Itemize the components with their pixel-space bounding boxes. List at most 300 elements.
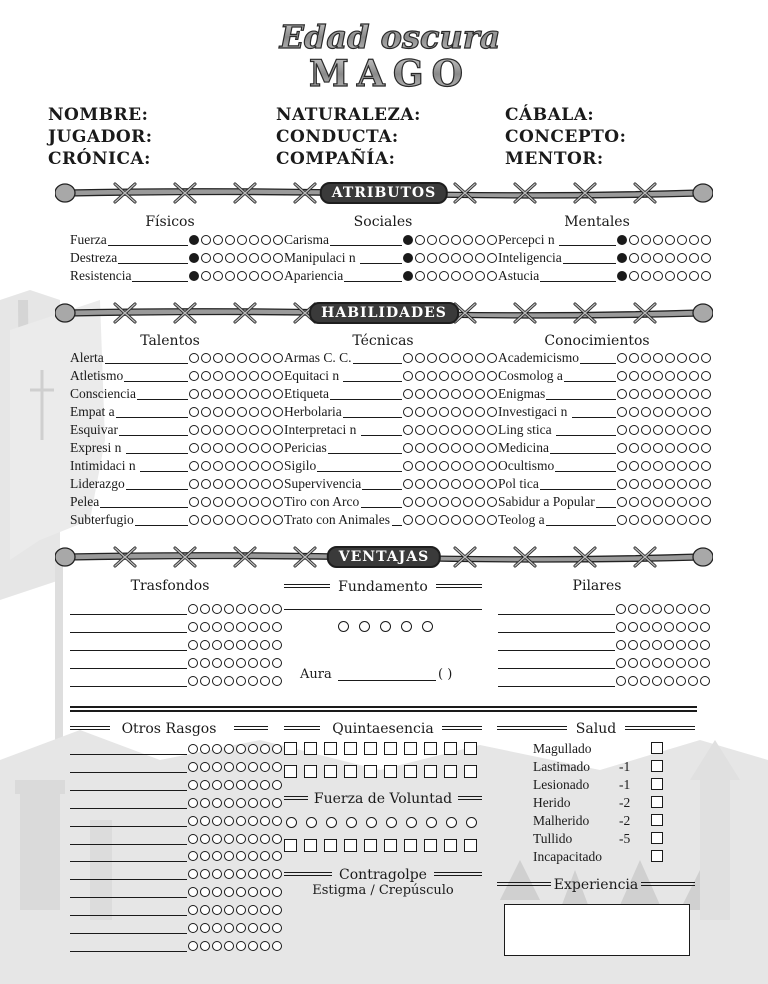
rating-dots[interactable] xyxy=(617,515,711,525)
rating-dot[interactable] xyxy=(689,479,699,489)
rating-dot[interactable] xyxy=(188,744,198,754)
hab-conocimientos-row-line[interactable] xyxy=(550,453,616,454)
rating-dot[interactable] xyxy=(261,235,271,245)
attr-fisicos-row-line[interactable] xyxy=(132,281,188,282)
rating-dot[interactable] xyxy=(236,604,246,614)
rating-dot[interactable] xyxy=(224,676,234,686)
rating-dot[interactable] xyxy=(700,622,710,632)
rating-dot[interactable] xyxy=(236,622,246,632)
rating-dot[interactable] xyxy=(487,443,497,453)
rating-dot[interactable] xyxy=(272,798,282,808)
rating-dot[interactable] xyxy=(617,461,627,471)
willpower-dot[interactable] xyxy=(406,817,417,828)
rating-dot[interactable] xyxy=(689,271,699,281)
rating-dot[interactable] xyxy=(237,371,247,381)
pilar-row-line[interactable] xyxy=(498,668,615,669)
rating-dot[interactable] xyxy=(487,425,497,435)
otro-rasgo-row-line[interactable] xyxy=(70,951,187,952)
checkbox[interactable] xyxy=(464,742,477,755)
rating-dot[interactable] xyxy=(224,780,234,790)
rating-dots[interactable] xyxy=(188,744,282,754)
trasfondo-row-line[interactable] xyxy=(70,650,187,651)
rating-dot[interactable] xyxy=(439,353,449,363)
checkbox[interactable] xyxy=(324,742,337,755)
rating-dot[interactable] xyxy=(201,479,211,489)
rating-dot[interactable] xyxy=(403,235,413,245)
rating-dot[interactable] xyxy=(689,497,699,507)
otro-rasgo-row-line[interactable] xyxy=(70,754,187,755)
rating-dot[interactable] xyxy=(439,515,449,525)
rating-dots[interactable] xyxy=(189,389,283,399)
rating-dot[interactable] xyxy=(427,371,437,381)
fundamento-dot[interactable] xyxy=(401,621,412,632)
checkbox[interactable] xyxy=(324,839,337,852)
rating-dot[interactable] xyxy=(201,425,211,435)
rating-dot[interactable] xyxy=(677,425,687,435)
rating-dot[interactable] xyxy=(403,479,413,489)
fundamento-dot[interactable] xyxy=(338,621,349,632)
rating-dot[interactable] xyxy=(188,622,198,632)
rating-dot[interactable] xyxy=(273,479,283,489)
hab-talentos-row-line[interactable] xyxy=(126,453,188,454)
rating-dot[interactable] xyxy=(463,235,473,245)
rating-dot[interactable] xyxy=(403,461,413,471)
checkbox[interactable] xyxy=(404,765,417,778)
rating-dot[interactable] xyxy=(617,425,627,435)
checkbox[interactable] xyxy=(384,839,397,852)
rating-dot[interactable] xyxy=(224,762,234,772)
rating-dots[interactable] xyxy=(616,622,710,632)
rating-dot[interactable] xyxy=(201,371,211,381)
rating-dot[interactable] xyxy=(653,353,663,363)
rating-dot[interactable] xyxy=(629,497,639,507)
rating-dot[interactable] xyxy=(248,780,258,790)
rating-dot[interactable] xyxy=(677,497,687,507)
rating-dot[interactable] xyxy=(213,253,223,263)
rating-dot[interactable] xyxy=(201,271,211,281)
rating-dots[interactable] xyxy=(189,235,283,245)
rating-dot[interactable] xyxy=(689,235,699,245)
rating-dot[interactable] xyxy=(261,407,271,417)
otro-rasgo-row-line[interactable] xyxy=(70,861,187,862)
rating-dot[interactable] xyxy=(188,905,198,915)
rating-dot[interactable] xyxy=(451,389,461,399)
rating-dot[interactable] xyxy=(188,816,198,826)
rating-dot[interactable] xyxy=(260,604,270,614)
rating-dot[interactable] xyxy=(439,479,449,489)
hab-conocimientos-row-line[interactable] xyxy=(596,507,616,508)
rating-dots[interactable] xyxy=(189,271,283,281)
rating-dot[interactable] xyxy=(260,923,270,933)
rating-dot[interactable] xyxy=(236,869,246,879)
rating-dot[interactable] xyxy=(701,235,711,245)
rating-dot[interactable] xyxy=(403,353,413,363)
rating-dot[interactable] xyxy=(403,271,413,281)
hab-tecnicas-row-line[interactable] xyxy=(392,525,402,526)
rating-dot[interactable] xyxy=(701,253,711,263)
hab-conocimientos-row-line[interactable] xyxy=(556,435,616,436)
rating-dot[interactable] xyxy=(487,497,497,507)
checkbox[interactable] xyxy=(304,839,317,852)
rating-dot[interactable] xyxy=(415,235,425,245)
checkbox[interactable] xyxy=(444,742,457,755)
rating-dot[interactable] xyxy=(273,253,283,263)
rating-dot[interactable] xyxy=(236,887,246,897)
rating-dot[interactable] xyxy=(653,271,663,281)
rating-dots[interactable] xyxy=(617,271,711,281)
rating-dot[interactable] xyxy=(213,497,223,507)
rating-dot[interactable] xyxy=(261,515,271,525)
rating-dot[interactable] xyxy=(688,622,698,632)
rating-dot[interactable] xyxy=(213,389,223,399)
rating-dot[interactable] xyxy=(237,235,247,245)
rating-dot[interactable] xyxy=(665,425,675,435)
rating-dot[interactable] xyxy=(212,622,222,632)
rating-dot[interactable] xyxy=(463,479,473,489)
rating-dot[interactable] xyxy=(427,353,437,363)
rating-dots[interactable] xyxy=(617,235,711,245)
rating-dot[interactable] xyxy=(451,425,461,435)
rating-dot[interactable] xyxy=(272,744,282,754)
rating-dot[interactable] xyxy=(189,371,199,381)
rating-dot[interactable] xyxy=(652,604,662,614)
rating-dot[interactable] xyxy=(236,744,246,754)
rating-dot[interactable] xyxy=(688,640,698,650)
rating-dot[interactable] xyxy=(188,923,198,933)
rating-dot[interactable] xyxy=(225,253,235,263)
rating-dots[interactable] xyxy=(188,798,282,808)
rating-dot[interactable] xyxy=(677,515,687,525)
rating-dots[interactable] xyxy=(403,515,497,525)
rating-dot[interactable] xyxy=(665,407,675,417)
rating-dot[interactable] xyxy=(272,622,282,632)
hab-conocimientos-row-line[interactable] xyxy=(572,417,616,418)
rating-dot[interactable] xyxy=(200,640,210,650)
rating-dot[interactable] xyxy=(224,658,234,668)
rating-dot[interactable] xyxy=(224,816,234,826)
attr-sociales-row-line[interactable] xyxy=(344,281,402,282)
rating-dot[interactable] xyxy=(415,253,425,263)
rating-dot[interactable] xyxy=(261,479,271,489)
rating-dot[interactable] xyxy=(415,389,425,399)
rating-dots[interactable] xyxy=(403,479,497,489)
rating-dot[interactable] xyxy=(689,389,699,399)
rating-dot[interactable] xyxy=(487,515,497,525)
rating-dot[interactable] xyxy=(249,371,259,381)
rating-dot[interactable] xyxy=(475,497,485,507)
rating-dot[interactable] xyxy=(463,407,473,417)
checkbox[interactable] xyxy=(424,765,437,778)
hab-talentos-row-line[interactable] xyxy=(124,381,188,382)
trasfondo-row-line[interactable] xyxy=(70,632,187,633)
rating-dot[interactable] xyxy=(225,407,235,417)
rating-dot[interactable] xyxy=(201,353,211,363)
rating-dot[interactable] xyxy=(629,443,639,453)
rating-dots[interactable] xyxy=(188,762,282,772)
rating-dot[interactable] xyxy=(248,816,258,826)
rating-dot[interactable] xyxy=(261,461,271,471)
rating-dot[interactable] xyxy=(261,389,271,399)
rating-dot[interactable] xyxy=(224,923,234,933)
rating-dots[interactable] xyxy=(403,253,497,263)
rating-dot[interactable] xyxy=(451,443,461,453)
rating-dot[interactable] xyxy=(403,515,413,525)
rating-dot[interactable] xyxy=(249,353,259,363)
rating-dot[interactable] xyxy=(249,443,259,453)
rating-dot[interactable] xyxy=(677,253,687,263)
rating-dots[interactable] xyxy=(617,497,711,507)
rating-dot[interactable] xyxy=(701,425,711,435)
rating-dot[interactable] xyxy=(225,497,235,507)
rating-dot[interactable] xyxy=(700,640,710,650)
rating-dots[interactable] xyxy=(188,676,282,686)
rating-dot[interactable] xyxy=(212,834,222,844)
rating-dot[interactable] xyxy=(249,235,259,245)
fundamento-dots[interactable] xyxy=(338,621,433,632)
rating-dot[interactable] xyxy=(701,479,711,489)
rating-dot[interactable] xyxy=(701,353,711,363)
salud-checkbox[interactable] xyxy=(651,778,663,790)
rating-dot[interactable] xyxy=(689,443,699,453)
otro-rasgo-row-line[interactable] xyxy=(70,844,187,845)
rating-dot[interactable] xyxy=(200,887,210,897)
rating-dot[interactable] xyxy=(652,622,662,632)
rating-dot[interactable] xyxy=(653,253,663,263)
rating-dot[interactable] xyxy=(439,389,449,399)
rating-dot[interactable] xyxy=(475,253,485,263)
rating-dots[interactable] xyxy=(189,479,283,489)
rating-dot[interactable] xyxy=(677,271,687,281)
rating-dot[interactable] xyxy=(200,923,210,933)
rating-dot[interactable] xyxy=(212,744,222,754)
rating-dots[interactable] xyxy=(403,425,497,435)
rating-dot[interactable] xyxy=(629,353,639,363)
fundamento-dot[interactable] xyxy=(359,621,370,632)
rating-dots[interactable] xyxy=(617,389,711,399)
rating-dot[interactable] xyxy=(664,658,674,668)
rating-dot[interactable] xyxy=(451,235,461,245)
rating-dot[interactable] xyxy=(189,271,199,281)
rating-dot[interactable] xyxy=(439,425,449,435)
rating-dot[interactable] xyxy=(248,851,258,861)
rating-dot[interactable] xyxy=(249,389,259,399)
rating-dot[interactable] xyxy=(415,497,425,507)
rating-dot[interactable] xyxy=(261,497,271,507)
rating-dot[interactable] xyxy=(641,479,651,489)
rating-dot[interactable] xyxy=(463,353,473,363)
rating-dot[interactable] xyxy=(677,443,687,453)
rating-dot[interactable] xyxy=(629,389,639,399)
rating-dot[interactable] xyxy=(213,461,223,471)
rating-dot[interactable] xyxy=(451,479,461,489)
rating-dot[interactable] xyxy=(237,461,247,471)
rating-dot[interactable] xyxy=(201,407,211,417)
rating-dot[interactable] xyxy=(415,515,425,525)
hab-tecnicas-row-line[interactable] xyxy=(361,435,402,436)
rating-dots[interactable] xyxy=(189,371,283,381)
rating-dot[interactable] xyxy=(665,515,675,525)
rating-dot[interactable] xyxy=(439,235,449,245)
rating-dot[interactable] xyxy=(224,744,234,754)
rating-dot[interactable] xyxy=(212,780,222,790)
rating-dot[interactable] xyxy=(629,407,639,417)
rating-dot[interactable] xyxy=(617,479,627,489)
rating-dot[interactable] xyxy=(451,253,461,263)
rating-dots[interactable] xyxy=(189,461,283,471)
pilar-row-line[interactable] xyxy=(498,614,615,615)
rating-dot[interactable] xyxy=(225,443,235,453)
otro-rasgo-row-line[interactable] xyxy=(70,897,187,898)
rating-dot[interactable] xyxy=(653,515,663,525)
rating-dot[interactable] xyxy=(272,941,282,951)
checkbox[interactable] xyxy=(364,742,377,755)
checkbox[interactable] xyxy=(304,765,317,778)
rating-dot[interactable] xyxy=(213,515,223,525)
rating-dot[interactable] xyxy=(188,780,198,790)
rating-dot[interactable] xyxy=(260,676,270,686)
rating-dot[interactable] xyxy=(200,834,210,844)
rating-dot[interactable] xyxy=(629,253,639,263)
rating-dot[interactable] xyxy=(225,425,235,435)
checkbox[interactable] xyxy=(344,839,357,852)
rating-dot[interactable] xyxy=(224,887,234,897)
rating-dot[interactable] xyxy=(261,371,271,381)
rating-dot[interactable] xyxy=(200,622,210,632)
aura-line[interactable] xyxy=(338,680,436,681)
rating-dot[interactable] xyxy=(188,762,198,772)
rating-dot[interactable] xyxy=(212,676,222,686)
rating-dot[interactable] xyxy=(201,515,211,525)
rating-dot[interactable] xyxy=(451,515,461,525)
pilar-row-line[interactable] xyxy=(498,686,615,687)
rating-dot[interactable] xyxy=(689,371,699,381)
rating-dot[interactable] xyxy=(212,869,222,879)
rating-dot[interactable] xyxy=(701,461,711,471)
rating-dot[interactable] xyxy=(415,353,425,363)
rating-dot[interactable] xyxy=(225,389,235,399)
rating-dot[interactable] xyxy=(653,407,663,417)
rating-dot[interactable] xyxy=(415,425,425,435)
rating-dot[interactable] xyxy=(212,851,222,861)
rating-dot[interactable] xyxy=(688,658,698,668)
salud-checkbox[interactable] xyxy=(651,814,663,826)
rating-dots[interactable] xyxy=(188,816,282,826)
rating-dot[interactable] xyxy=(653,425,663,435)
rating-dot[interactable] xyxy=(641,461,651,471)
rating-dot[interactable] xyxy=(273,497,283,507)
rating-dot[interactable] xyxy=(427,479,437,489)
rating-dot[interactable] xyxy=(272,887,282,897)
rating-dots[interactable] xyxy=(403,235,497,245)
hab-tecnicas-row-line[interactable] xyxy=(343,381,402,382)
rating-dot[interactable] xyxy=(629,271,639,281)
rating-dot[interactable] xyxy=(273,271,283,281)
salud-checkbox[interactable] xyxy=(651,760,663,772)
rating-dot[interactable] xyxy=(261,353,271,363)
rating-dot[interactable] xyxy=(487,253,497,263)
rating-dot[interactable] xyxy=(200,658,210,668)
rating-dot[interactable] xyxy=(415,271,425,281)
rating-dots[interactable] xyxy=(403,407,497,417)
rating-dot[interactable] xyxy=(188,887,198,897)
rating-dot[interactable] xyxy=(415,461,425,471)
rating-dot[interactable] xyxy=(427,425,437,435)
rating-dot[interactable] xyxy=(439,461,449,471)
rating-dot[interactable] xyxy=(701,389,711,399)
rating-dot[interactable] xyxy=(451,497,461,507)
attr-mentales-row-line[interactable] xyxy=(563,263,616,264)
rating-dot[interactable] xyxy=(189,479,199,489)
rating-dots[interactable] xyxy=(403,389,497,399)
rating-dot[interactable] xyxy=(701,443,711,453)
rating-dot[interactable] xyxy=(653,235,663,245)
rating-dot[interactable] xyxy=(640,622,650,632)
rating-dot[interactable] xyxy=(260,834,270,844)
rating-dot[interactable] xyxy=(451,407,461,417)
rating-dot[interactable] xyxy=(224,834,234,844)
trasfondo-row-line[interactable] xyxy=(70,614,187,615)
rating-dot[interactable] xyxy=(213,371,223,381)
rating-dot[interactable] xyxy=(272,640,282,650)
rating-dot[interactable] xyxy=(403,407,413,417)
hab-talentos-row-line[interactable] xyxy=(140,471,188,472)
pilar-row-line[interactable] xyxy=(498,632,615,633)
rating-dot[interactable] xyxy=(664,622,674,632)
rating-dot[interactable] xyxy=(427,461,437,471)
rating-dot[interactable] xyxy=(200,744,210,754)
rating-dot[interactable] xyxy=(248,640,258,650)
rating-dot[interactable] xyxy=(677,407,687,417)
rating-dot[interactable] xyxy=(201,497,211,507)
rating-dot[interactable] xyxy=(248,762,258,772)
rating-dot[interactable] xyxy=(641,371,651,381)
rating-dots[interactable] xyxy=(617,479,711,489)
rating-dot[interactable] xyxy=(665,353,675,363)
rating-dot[interactable] xyxy=(236,816,246,826)
rating-dot[interactable] xyxy=(224,941,234,951)
rating-dot[interactable] xyxy=(487,479,497,489)
rating-dot[interactable] xyxy=(188,676,198,686)
rating-dot[interactable] xyxy=(236,780,246,790)
rating-dots[interactable] xyxy=(617,371,711,381)
rating-dots[interactable] xyxy=(189,497,283,507)
rating-dot[interactable] xyxy=(225,235,235,245)
rating-dots[interactable] xyxy=(617,353,711,363)
rating-dot[interactable] xyxy=(677,389,687,399)
rating-dot[interactable] xyxy=(641,271,651,281)
rating-dot[interactable] xyxy=(249,253,259,263)
rating-dot[interactable] xyxy=(188,798,198,808)
rating-dot[interactable] xyxy=(200,869,210,879)
rating-dot[interactable] xyxy=(248,658,258,668)
rating-dot[interactable] xyxy=(212,798,222,808)
rating-dot[interactable] xyxy=(628,676,638,686)
willpower-dot[interactable] xyxy=(466,817,477,828)
rating-dot[interactable] xyxy=(653,479,663,489)
rating-dot[interactable] xyxy=(273,425,283,435)
rating-dot[interactable] xyxy=(475,389,485,399)
rating-dots[interactable] xyxy=(617,253,711,263)
rating-dot[interactable] xyxy=(189,389,199,399)
rating-dots[interactable] xyxy=(616,676,710,686)
rating-dots[interactable] xyxy=(189,407,283,417)
rating-dot[interactable] xyxy=(451,461,461,471)
rating-dot[interactable] xyxy=(653,497,663,507)
rating-dot[interactable] xyxy=(236,798,246,808)
rating-dot[interactable] xyxy=(200,604,210,614)
rating-dot[interactable] xyxy=(652,676,662,686)
rating-dot[interactable] xyxy=(641,515,651,525)
